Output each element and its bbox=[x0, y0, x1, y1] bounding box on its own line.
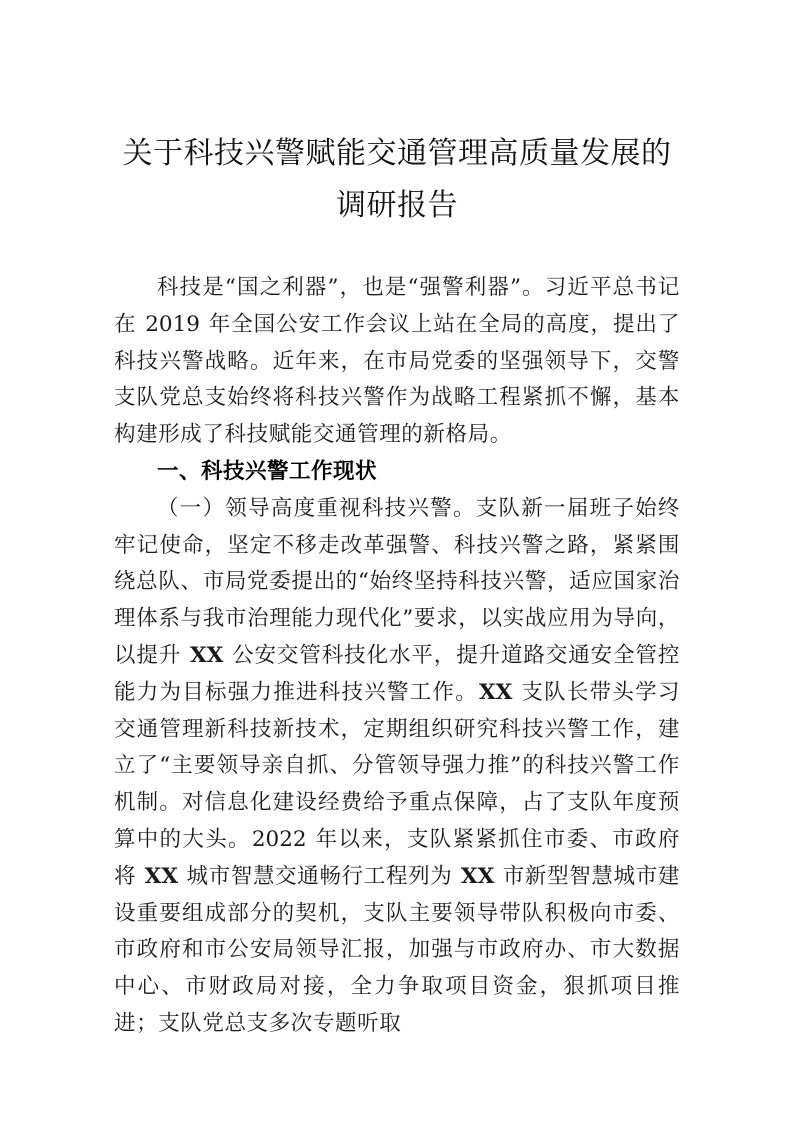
subsection-paragraph-1: （一）领导高度重视科技兴警。支队新一届班子始终牢记使命，坚定不移走改革强警、科技兴警之路，紧紧围绕总队、市局党委提出的“始终坚持科技兴警，适应国家治理体系与我市治理能力现代化”要求，以实战应用为导向，以提升 XX 公安交管科技化水平，提升道路交通安全管控能力为目标强力推进科技兴警工作。XX 支队长带头学习交通管理新科技新技术，定期组织研究科技兴警工作，建立了“主要领导亲自抓、分管领导强力推”的科技兴警工作机制。对信息化建设经费给予重点保障，占了支队年度预算中的大头。2022 年以来，支队紧紧抓住市委、市政府将 XX 城市智慧交通畅行工程列为 XX 市新型智慧城市建设重要组成部分的契机，支队主要领导带队积极向市委、市政府和市公安局领导汇报，加强与市政府办、市大数据中心、市财政局对接，全力争取项目资金，狠抓项目推进；支队党总支多次专题听取 bbox=[114, 495, 680, 1036]
title-block bbox=[114, 0, 680, 232]
page-title-line-2: 调研报告 bbox=[336, 188, 458, 223]
document-body bbox=[114, 232, 680, 1043]
page-title-line-1: 关于科技兴警赋能交通管理高质量发展的 bbox=[122, 136, 672, 171]
intro-paragraph: 科技是“国之利器”，也是“强警利器”。习近平总书记在 2019 年全国公安工作会议上站在全局的高度，提出了科技兴警战略。近年来，在市局党委的坚强领导下，交警支队党总支始终将科技兴警作为战略工程紧抓不懈，基本构建形成了科技赋能交通管理的新格局。 bbox=[114, 275, 680, 448]
page-title bbox=[114, 128, 680, 232]
page-content bbox=[114, 0, 680, 1043]
section-heading-1: 一、科技兴警工作现状 bbox=[157, 458, 378, 484]
